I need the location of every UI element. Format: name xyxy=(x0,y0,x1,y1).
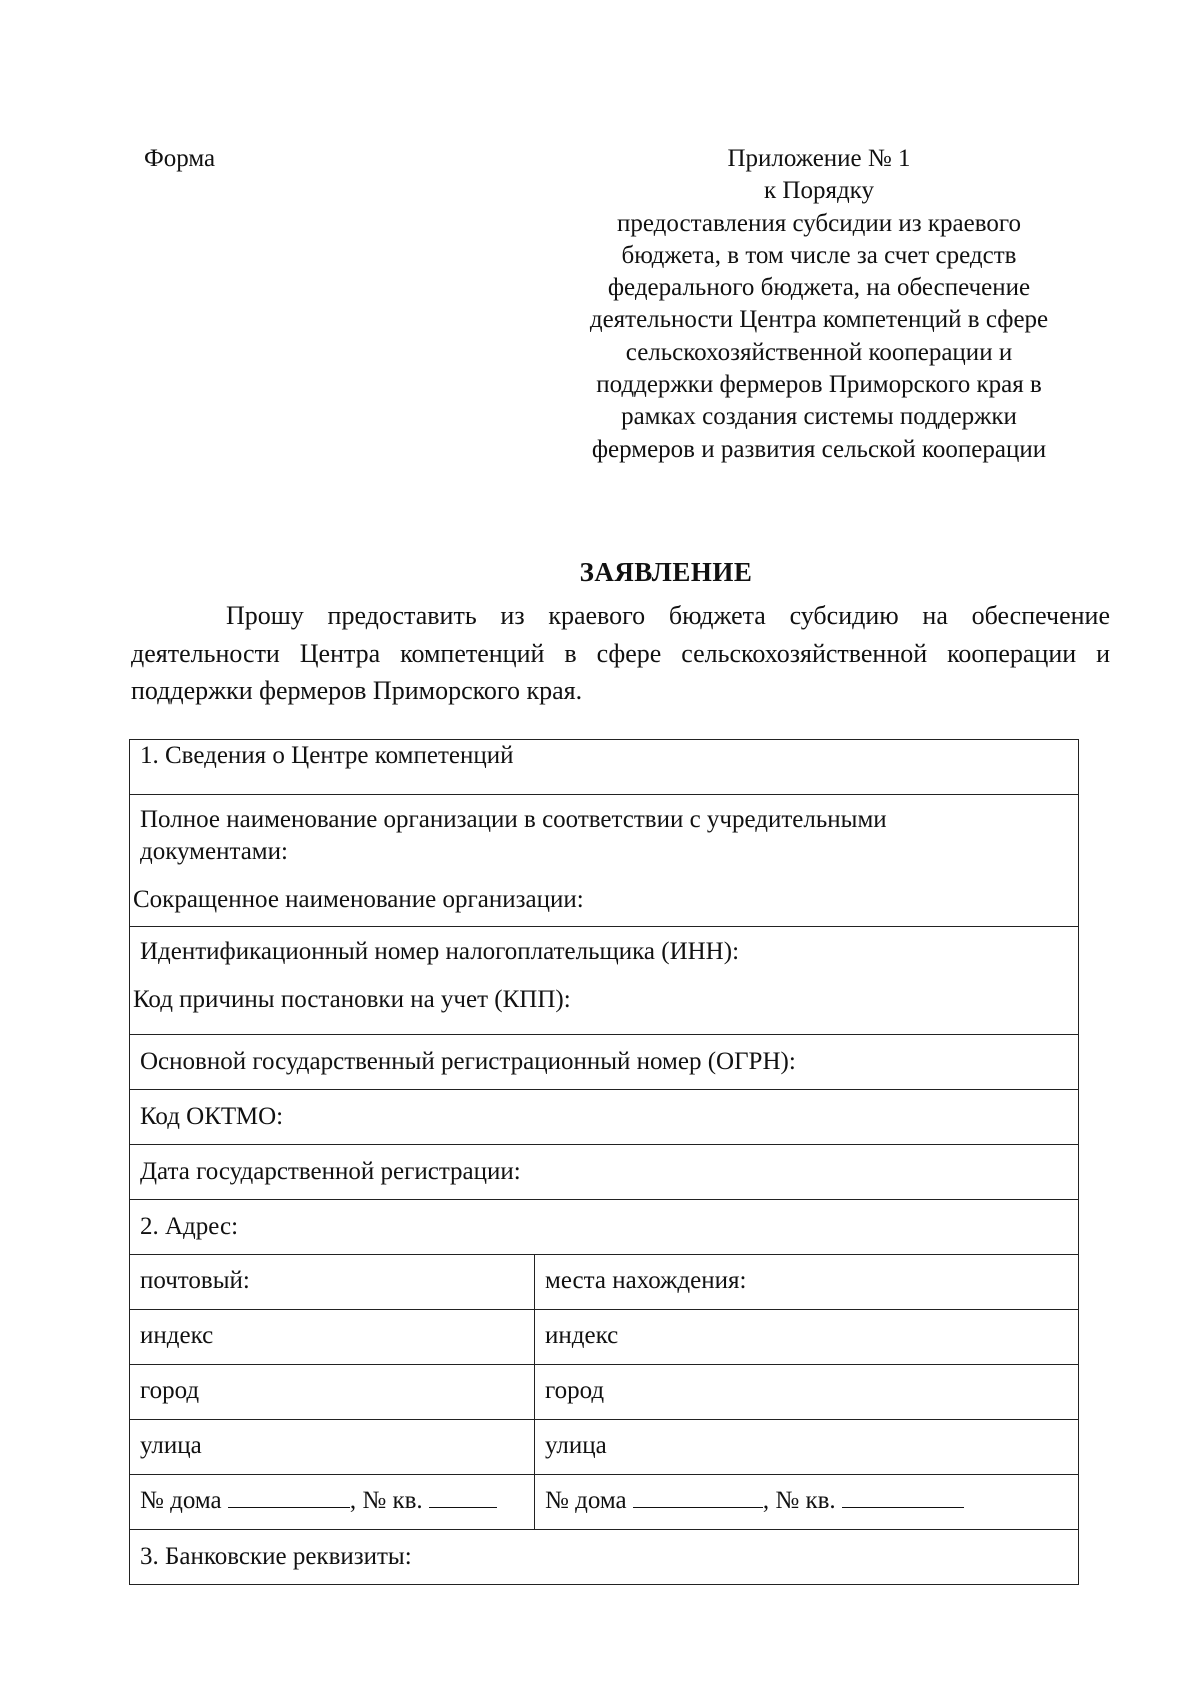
reg-date-cell[interactable] xyxy=(130,1145,1079,1200)
request-paragraph: Прошу предоставить из краевого бюджета субсидию на обеспечение деятельности Центра компетенций в сфере сельскохозяйственной кооперации и поддержки фермеров Приморского края. xyxy=(131,601,1110,705)
appendix-line: Приложение № 1 xyxy=(727,145,911,172)
appendix-line: деятельности Центра компетенций в сфере xyxy=(589,306,1049,334)
appendix-line: к Порядку xyxy=(764,177,874,205)
kpp-label: Код причины постановки на учет (КПП): xyxy=(133,986,571,1013)
oktmo-label: Код ОКТМО: xyxy=(140,1103,284,1130)
form-label: Форма xyxy=(144,145,216,172)
location-street-cell[interactable] xyxy=(535,1420,1079,1475)
house-number-blank[interactable] xyxy=(633,1485,763,1508)
appendix-line: рамках создания системы поддержки xyxy=(621,403,1017,431)
appendix-line: предоставления субсидии из краевого xyxy=(617,209,1021,237)
house-label: № дома xyxy=(545,1487,627,1514)
appendix-line: сельскохозяйственной кооперации и xyxy=(625,338,1013,366)
appendix-line: бюджета, в том числе за счет средств xyxy=(621,241,1017,269)
application-form-table xyxy=(129,739,1079,1585)
appendix-line: фермеров и развития сельской кооперации xyxy=(591,435,1047,463)
apt-label: , № кв. xyxy=(349,1487,423,1514)
oktmo-cell[interactable] xyxy=(130,1090,1079,1145)
location-city-cell[interactable] xyxy=(535,1365,1079,1420)
postal-index-cell[interactable] xyxy=(130,1310,535,1365)
ogrn-label: Основной государственный регистрационный номер (ОГРН): xyxy=(140,1048,796,1075)
apt-number-blank[interactable] xyxy=(842,1485,964,1508)
section-3-header: 3. Банковские реквизиты: xyxy=(130,1530,1079,1585)
appendix-line: поддержки фермеров Приморского края в xyxy=(596,371,1042,399)
short-name-label: Сокращенное наименование организации: xyxy=(133,886,584,913)
org-name-cell[interactable] xyxy=(130,795,1079,927)
appendix-line: федерального бюджета, на обеспечение xyxy=(607,274,1031,302)
location-house-cell[interactable] xyxy=(535,1475,1079,1530)
inn-label: Идентификационный номер налогоплательщика (ИНН): xyxy=(140,938,740,965)
postal-address-header: почтовый: xyxy=(130,1255,535,1310)
apt-number-blank[interactable] xyxy=(429,1485,497,1508)
postal-city-cell[interactable] xyxy=(130,1365,535,1420)
apt-label: , № кв. xyxy=(762,1487,836,1514)
city-label: город xyxy=(140,1377,200,1404)
index-label: индекс xyxy=(140,1322,214,1349)
street-label: улица xyxy=(545,1432,607,1459)
tax-id-cell[interactable] xyxy=(130,927,1079,1035)
appendix-block xyxy=(548,143,1090,466)
section-2-header: 2. Адрес: xyxy=(130,1200,1079,1255)
location-address-header: места нахождения: xyxy=(535,1255,1079,1310)
index-label: индекс xyxy=(545,1322,619,1349)
section-1-header: 1. Сведения о Центре компетенций xyxy=(130,740,1079,795)
ogrn-cell[interactable] xyxy=(130,1035,1079,1090)
postal-house-cell[interactable] xyxy=(130,1475,535,1530)
reg-date-label: Дата государственной регистрации: xyxy=(140,1158,521,1185)
house-label: № дома xyxy=(140,1487,222,1514)
house-number-blank[interactable] xyxy=(228,1485,350,1508)
city-label: город xyxy=(545,1377,605,1404)
postal-street-cell[interactable] xyxy=(130,1420,535,1475)
full-name-label: Полное наименование организации в соответствии с учредительными документами: xyxy=(140,806,887,865)
street-label: улица xyxy=(140,1432,202,1459)
location-index-cell[interactable] xyxy=(535,1310,1079,1365)
document-title: ЗАЯВЛЕНИЕ xyxy=(579,557,753,587)
